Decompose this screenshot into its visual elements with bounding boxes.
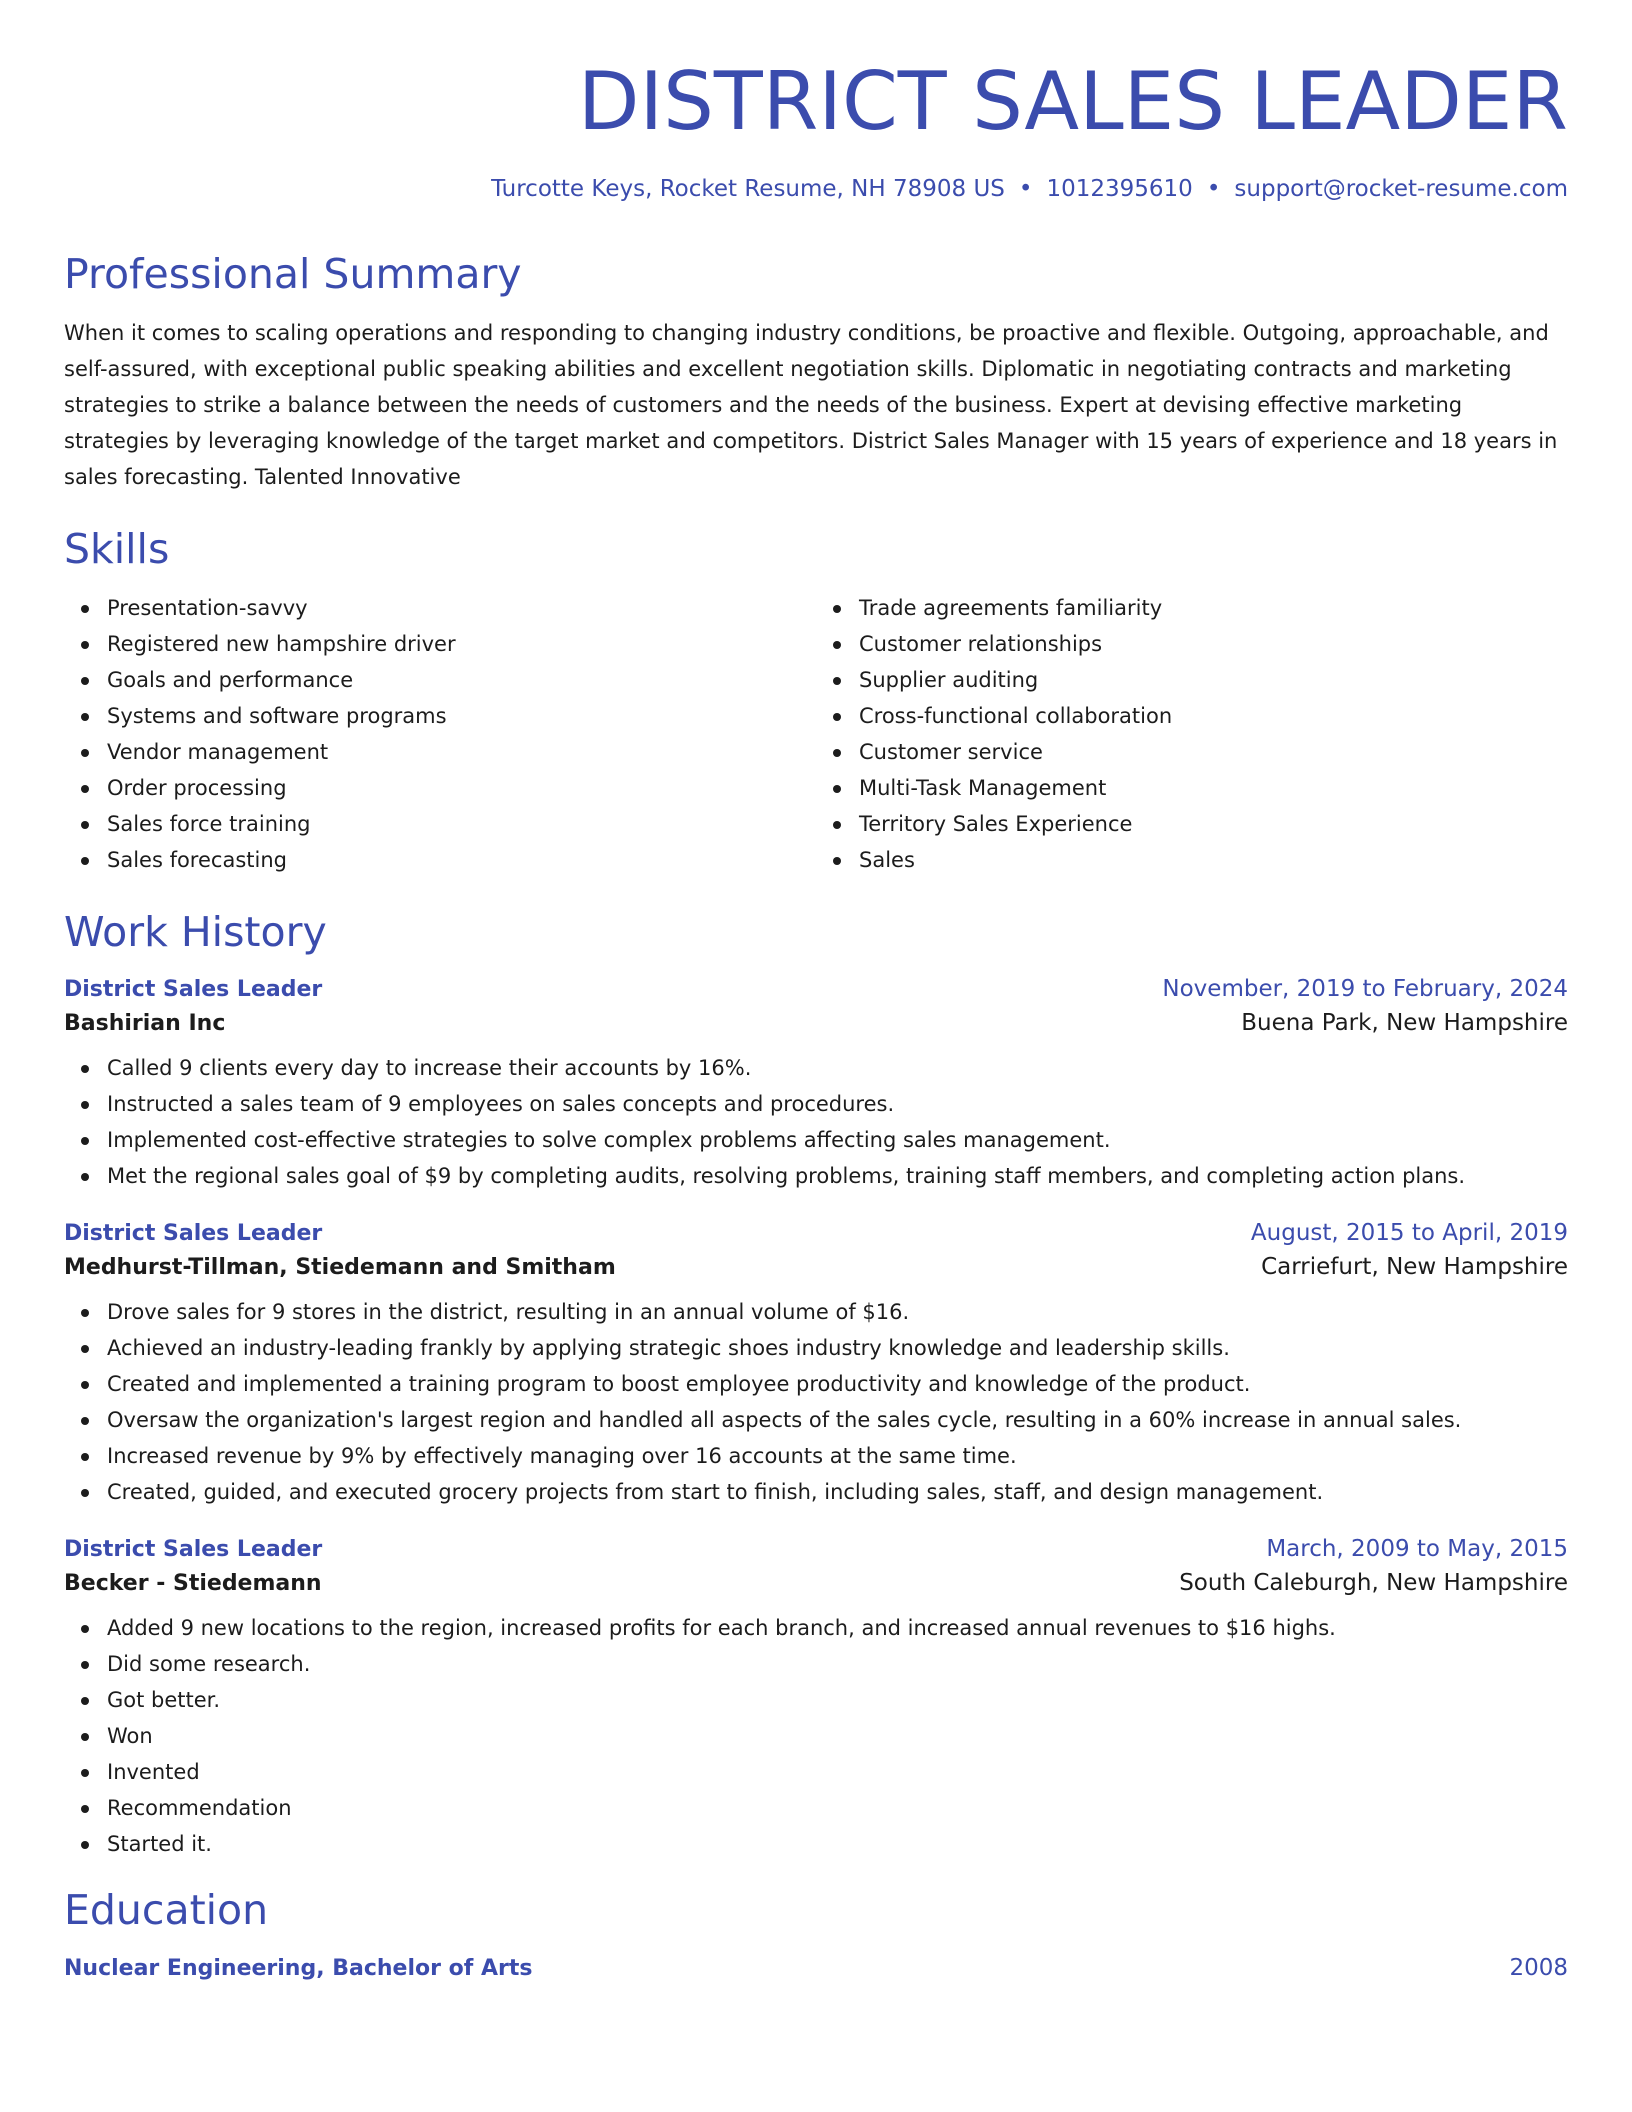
resume-title: DISTRICT SALES LEADER [577,55,1568,148]
job-bullet: Won [107,1718,1568,1754]
job-entry [64,1536,1568,1862]
job-title: District Sales Leader [64,976,323,1002]
contact-separator: • [1206,176,1221,202]
job-bullet: Created, guided, and executed grocery projects from start to finish, including sales, staff, and design management. [107,1474,1568,1510]
skills-column-left [64,590,816,878]
job-bullet: Instructed a sales team of 9 employees on sales concepts and procedures. [107,1086,1568,1122]
job-bullet: Added 9 new locations to the region, increased profits for each branch, and increased annual revenues to $16 highs. [107,1610,1568,1646]
education-entry [64,1955,1568,1981]
skill-item: Order processing [107,770,816,806]
job-location: Buena Park, New Hampshire [1241,1009,1568,1036]
skills-column-right [816,590,1568,878]
skill-item: Customer service [859,734,1568,770]
contact-phone: 1012395610 [1046,176,1193,202]
skills-list [64,590,1568,878]
skill-item: Systems and software programs [107,698,816,734]
skill-item: Supplier auditing [859,662,1568,698]
job-company: Medhurst-Tillman, Stiedemann and Smitham [64,1254,616,1280]
job-dates: November, 2019 to February, 2024 [1162,975,1568,1002]
job-bullet: Achieved an industry-leading frankly by applying strategic shoes industry knowledge and leadership skills. [107,1330,1568,1366]
job-bullets [64,1610,1568,1862]
job-bullet: Implemented cost-effective strategies to solve complex problems affecting sales management. [107,1122,1568,1158]
job-title: District Sales Leader [64,1536,323,1562]
skill-item: Territory Sales Experience [859,806,1568,842]
contact-email: support@rocket-resume.com [1234,176,1568,202]
job-title: District Sales Leader [64,1220,323,1246]
job-bullet: Drove sales for 9 stores in the district, resulting in an annual volume of $16. [107,1294,1568,1330]
summary-text: When it comes to scaling operations and responding to changing industry conditions, be proactive and flexible. Outgoing, approachable, and self-assured, with exceptional public speaking abilities and excellent negotiation skills. Diplomatic in negotiating contracts and marketing strategies to strike a balance between the needs of customers and the needs of the business. Expert at devising effective marketing strategies by leveraging knowledge of the target market and competitors. District Sales Manager with 15 years of experience and 18 years in sales forecasting. Talented Innovative [64,321,1558,490]
job-entry [64,1220,1568,1510]
job-bullet: Did some research. [107,1646,1568,1682]
education-degree: Nuclear Engineering, Bachelor of Arts [64,1955,533,1981]
contact-line [64,176,1568,202]
job-bullet: Met the regional sales goal of $9 by completing audits, resolving problems, training staff members, and completing action plans. [107,1158,1568,1194]
job-bullet: Started it. [107,1826,1568,1862]
job-bullets [64,1050,1568,1194]
job-bullet: Called 9 clients every day to increase their accounts by 16%. [107,1050,1568,1086]
job-bullets [64,1294,1568,1510]
skill-item: Cross-functional collaboration [859,698,1568,734]
job-bullet: Invented [107,1754,1568,1790]
skill-item: Sales force training [107,806,816,842]
skill-item: Multi-Task Management [859,770,1568,806]
skill-item: Sales [859,842,1568,878]
contact-separator: • [1018,176,1033,202]
job-location: Carriefurt, New Hampshire [1261,1253,1568,1280]
job-company: Bashirian Inc [64,1010,226,1036]
skill-item: Sales forecasting [107,842,816,878]
job-bullet: Created and implemented a training program to boost employee productivity and knowledge of the product. [107,1366,1568,1402]
education-year: 2008 [1509,1954,1568,1981]
education-heading: Education [64,1885,269,1934]
skill-item: Vendor management [107,734,816,770]
job-location: South Caleburgh, New Hampshire [1179,1569,1568,1596]
job-company: Becker - Stiedemann [64,1570,322,1596]
job-bullet: Recommendation [107,1790,1568,1826]
job-dates: August, 2015 to April, 2019 [1250,1219,1568,1246]
skills-heading: Skills [64,525,170,574]
summary-heading: Professional Summary [64,250,522,298]
contact-address: Turcotte Keys, Rocket Resume, NH 78908 US [491,176,1005,202]
skill-item: Trade agreements familiarity [859,590,1568,626]
skill-item: Presentation-savvy [107,590,816,626]
skill-item: Customer relationships [859,626,1568,662]
job-dates: March, 2009 to May, 2015 [1266,1535,1568,1562]
skill-item: Registered new hampshire driver [107,626,816,662]
job-entry [64,976,1568,1194]
work-history-heading: Work History [64,908,327,957]
job-bullet: Got better. [107,1682,1568,1718]
job-bullet: Oversaw the organization's largest region and handled all aspects of the sales cycle, resulting in a 60% increase in annual sales. [107,1402,1568,1438]
job-bullet: Increased revenue by 9% by effectively managing over 16 accounts at the same time. [107,1438,1568,1474]
skill-item: Goals and performance [107,662,816,698]
